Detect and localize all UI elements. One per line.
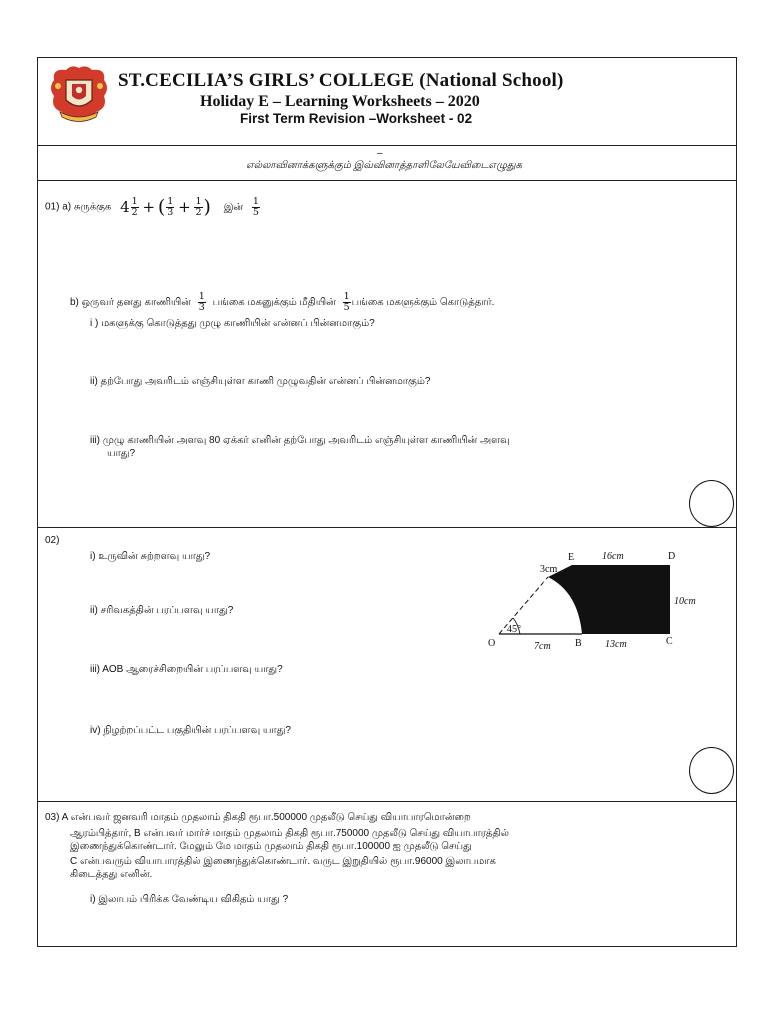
q1b-iii-line2: யாது? bbox=[107, 448, 136, 459]
header-divider bbox=[37, 145, 737, 146]
q1a-line: 01) a) சுருக்குக 4 $\frac{1}{2}$ + ( $\frac{1}{3}$ + $\frac{1}{2}$ ) இன் $\frac{1}{5}$ bbox=[45, 195, 259, 218]
q3-line4: C என்பவரும் வியாபாரத்தில் இணைந்துக்கொண்டார். வருட இறுதியில் ரூபா.96000 இலாபமாக bbox=[70, 856, 496, 867]
q1b-i: i ) மகளுக்கு கொடுத்தது முழு காணியின் என்னப் பின்னமாகும்? bbox=[90, 318, 375, 329]
q1b-line bbox=[70, 292, 494, 313]
q1b-ii: ii) தற்போது அவரிடம் எஞ்சியுள்ள காணி முழுவதின் என்னப் பின்னமாகும்? bbox=[90, 376, 431, 387]
shaded-region bbox=[548, 565, 670, 634]
q1b-part3: பங்கை மகளுக்கும் கொடுத்தார். bbox=[351, 297, 495, 309]
q1a-plus: + bbox=[142, 198, 156, 216]
q1a-whole: 4 bbox=[120, 198, 130, 216]
q1b-fraction-2: $\frac{1}{5}$ bbox=[343, 291, 350, 313]
q3-line2: ஆரம்பித்தார், B என்பவர் மார்ச் மாதம் முதலாம் திகதி ரூபா.750000 முதலீடு செய்து வியாபாரத்தில் bbox=[70, 828, 509, 839]
vertex-O: O bbox=[488, 638, 496, 649]
worksheet-number: First Term Revision –Worksheet - 02 bbox=[240, 111, 473, 126]
q2-iv: iv) நிழற்றப்பட்ட பகுதியின் பரப்பளவு யாது? bbox=[90, 725, 291, 736]
q3-i: i) இலாபம் பிரிக்க வேண்டிய விகிதம் யாது ? bbox=[90, 894, 289, 905]
length-ED: 16cm bbox=[602, 551, 624, 562]
sector-trapezium-diagram bbox=[480, 548, 690, 658]
instruction-text: எல்லாவினாக்களுக்கும் இவ்வினாத்தாளிலேயேவிடைஎழுதுக bbox=[245, 160, 522, 171]
q2-i: i) உருவின் சுற்றளவு யாது? bbox=[90, 551, 211, 562]
marks-circle-q1 bbox=[689, 480, 734, 527]
school-name: ST.CECILIA’S GIRLS’ COLLEGE (National School) bbox=[118, 70, 564, 91]
vertex-B: B bbox=[575, 638, 582, 649]
q1b-fraction-1: $\frac{1}{3}$ bbox=[198, 291, 205, 313]
vertex-D: D bbox=[668, 551, 676, 562]
length-DC: 10cm bbox=[674, 596, 696, 607]
q1a-fraction-4: $\frac{1}{5}$ bbox=[252, 195, 259, 218]
q3-line1: 03) A என்பவர் ஜனவரி மாதம் முதலாம் திகதி ரூபா.500000 முதலீடு செய்து வியாபாரமொன்றை bbox=[45, 812, 471, 823]
q2-ii: ii) சரிவகத்தின் பரப்பளவு யாது? bbox=[90, 605, 234, 616]
q3-line3: இணைந்துக்கொண்டார். மேலும் மே மாதம் முதலாம் திகதி ரூபா.100000 ஐ முதலீடு செய்து bbox=[70, 841, 472, 852]
q1-divider bbox=[37, 527, 737, 528]
school-crest-logo bbox=[46, 62, 112, 128]
dash-mark: – bbox=[377, 148, 383, 159]
q1b-iii-line1: iii) முழு காணியின் அளவு 80 ஏக்கர் எனின் தற்போது அவரிடம் எஞ்சியுள்ள காணியின் அளவு bbox=[90, 435, 510, 446]
instruction-divider bbox=[37, 180, 737, 181]
angle-label: 45° bbox=[507, 624, 521, 635]
q2-divider bbox=[37, 801, 737, 802]
q1a-fraction-3: $\frac{1}{2}$ bbox=[195, 195, 202, 218]
q1a-fraction-2: $\frac{1}{3}$ bbox=[167, 195, 174, 218]
vertex-C: C bbox=[666, 636, 673, 647]
vertex-A: A bbox=[542, 578, 549, 589]
worksheet-subtitle: Holiday E – Learning Worksheets – 2020 bbox=[200, 93, 480, 110]
vertex-E: E bbox=[568, 552, 575, 563]
marks-circle-q2 bbox=[689, 747, 734, 794]
length-OA: 3cm bbox=[540, 564, 558, 575]
q3-line5: கிடைத்தது எனின். bbox=[70, 869, 153, 880]
q1a-prefix: 01) a) சுருக்குக bbox=[45, 201, 112, 213]
q1a-fraction-1: $\frac{1}{2}$ bbox=[131, 195, 138, 218]
q1a-in: இன் bbox=[223, 201, 244, 213]
q1b-part1: b) ஒருவர் தனது காணியின் bbox=[70, 297, 192, 309]
length-OB: 7cm bbox=[534, 641, 551, 652]
q1b-part2: பங்கை மகனுக்கும் மீதியின் bbox=[212, 297, 336, 309]
length-BC: 13cm bbox=[605, 639, 627, 650]
q2-number: 02) bbox=[45, 535, 60, 546]
q2-iii: iii) AOB ஆரைச்சிறையின் பரப்பளவு யாது? bbox=[90, 664, 283, 675]
